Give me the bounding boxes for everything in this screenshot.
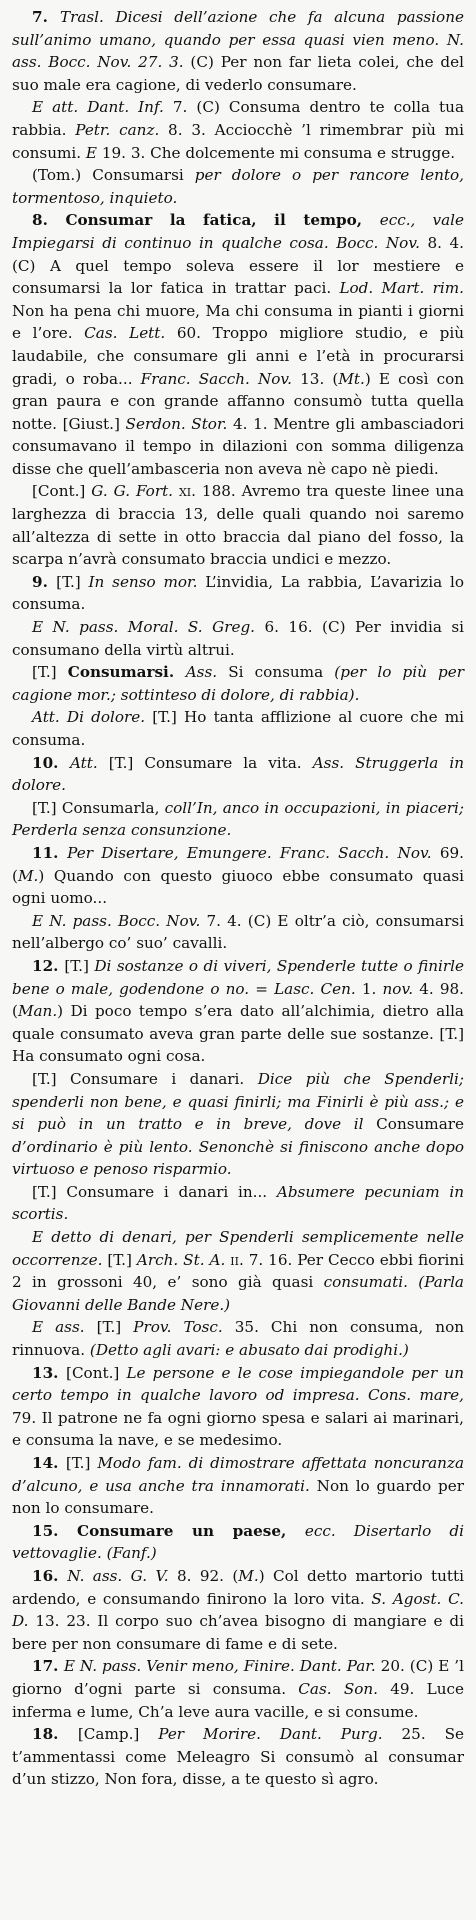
entry-text: Att.: [69, 753, 98, 772]
entry-text: ) Di poco tempo s’era dato all’alchimia, dietro alla quale consumato aveva gran parte delle sue sostanze. [T.] Ha consumato ogni cosa.: [12, 1002, 464, 1066]
entry-text: Di sostanze o di viveri, Spenderle tutte o finirle bene o male, godendone o no. = Lasc. Cen.: [12, 956, 465, 998]
entry-paragraph: [12, 209, 464, 480]
entry-text: Consumare: [363, 1115, 465, 1134]
entry-text: Franc. Sacch. Nov.: [140, 369, 293, 388]
entry-paragraph: [12, 1226, 464, 1316]
entry-text: Ass. Struggerla in dolore.: [12, 753, 464, 795]
entry-text: E N. pass. Venir meno, Finire. Dant. Par.: [63, 1657, 376, 1676]
entry-text: Ass.: [185, 663, 218, 682]
entry-text: Absumere pecuniam in scortis.: [12, 1182, 464, 1224]
entry-text: nov.: [382, 979, 414, 998]
entry-paragraph: [12, 96, 464, 164]
entry-text: 49. Luce inferma e lume, Ch’a leve aura vacille, e si consume.: [12, 1679, 464, 1721]
entry-text: M.: [238, 1566, 259, 1585]
entry-paragraph: [12, 910, 464, 955]
entry-text: Le persone e le cose impiegandole per un certo tempo in qualche lavoro od impresa. Cons. mare,: [12, 1363, 464, 1405]
entry-text: [T.]: [84, 1318, 134, 1337]
entry-text: N. ass. G. V.: [67, 1566, 169, 1585]
entry-text: 15. Consumare un paese,: [32, 1521, 305, 1540]
entry-text: 4. 98. (: [12, 979, 464, 1021]
entry-paragraph: [12, 571, 464, 616]
entry-paragraph: [12, 1655, 464, 1723]
entry-text: G. G. Fort.: [91, 482, 174, 501]
entry-text: 35. Chi non consuma, non rinnuova.: [12, 1318, 464, 1360]
entry-text: Modo fam. di dimostrare affettata noncuranza d’alcuno, e usa anche tra innamorati.: [12, 1454, 465, 1495]
entry-text: (per lo più per cagione mor.; sottinteso di dolore, di rabbia).: [12, 663, 464, 704]
entry-text: [T.]: [102, 1250, 137, 1269]
entry-text: E: [85, 143, 98, 162]
entry-text: Si consuma: [217, 663, 335, 682]
entry-paragraph: [12, 1181, 464, 1226]
entry-text: 69. (: [12, 843, 465, 885]
entry-paragraph: [12, 1068, 464, 1181]
entry-text: 19. 3. Che dolcemente mi consuma e strugge.: [97, 143, 456, 162]
sense-number: 9.: [32, 572, 57, 591]
entry-text: [T.] Ho tanta afflizione al cuore che mi consuma.: [12, 708, 465, 749]
sense-number: 7.: [32, 8, 60, 26]
sense-number: 13.: [32, 1363, 67, 1382]
entry-text: 20. (C) E ’l giorno d’ogni parte si consuma.: [12, 1657, 464, 1698]
entry-paragraph: [12, 661, 464, 706]
sense-number: 18.: [32, 1725, 78, 1744]
entry-text: 79. Il patrone ne fa ogni giorno spesa e salari ai marinari, e consuma la nave, e se medesimo.: [12, 1408, 464, 1450]
entry-text: Cas. Son.: [298, 1679, 378, 1698]
entry-paragraph: [12, 1362, 464, 1452]
entry-paragraph: [12, 6, 464, 96]
entry-paragraph: [12, 1520, 464, 1565]
entry-text: E N. pass. Bocc. Nov.: [32, 911, 201, 930]
entry-text: 13. (: [292, 369, 339, 388]
entry-text: ) Quando con questo giuoco ebbe consumato quasi ogni uomo...: [12, 866, 464, 908]
entry-text: [Camp.]: [77, 1725, 159, 1744]
entry-text: xi: [178, 482, 192, 501]
entry-text: [Cont.]: [66, 1363, 127, 1382]
entry-text: 8. 3. Acciocchè ’l rimembrar più mi consumi.: [12, 120, 464, 162]
entry-text: consumati. (Parla Giovanni delle Bande Nere.): [12, 1273, 464, 1314]
entry-paragraph: [12, 1723, 464, 1791]
entry-paragraph: [12, 164, 464, 209]
entry-text: Per Disertare, Emungere. Franc. Sacch. Nov.: [67, 843, 432, 862]
sense-number: 17.: [32, 1657, 64, 1676]
entry-text: Non lo guardo per non lo consumare.: [12, 1476, 464, 1518]
entry-text: 60. Troppo migliore studio, e più laudabile, che consumare gli anni e l’età in procurarsi gradi, o roba...: [12, 324, 464, 388]
entry-text: M.: [17, 866, 39, 885]
entry-text: [T.] Consumare la vita.: [97, 753, 313, 772]
entry-text: [T.] Consumarla,: [32, 798, 165, 817]
entry-text: (Detto agli avari: e abusato dai prodighi.): [89, 1341, 409, 1360]
entry-text: (Tom.) Consumarsi: [32, 166, 195, 185]
sense-number: 14.: [32, 1454, 66, 1472]
entry-paragraph: [12, 752, 464, 797]
entry-text: E detto di denari, per Spenderli semplicemente nelle occorrenze.: [12, 1228, 464, 1269]
entry-text: Mt.: [338, 369, 365, 388]
entry-text: ecc., vale Impiegarsi di continuo in qualche cosa. Bocc. Nov.: [12, 211, 464, 252]
entry-text: Man.: [17, 1002, 58, 1021]
sense-number: 11.: [32, 843, 68, 862]
entry-text: E ass.: [32, 1318, 85, 1337]
sense-number: 16.: [32, 1566, 68, 1585]
entry-text: E N. pass. Moral. S. Greg.: [32, 618, 256, 637]
entry-text: [T.]: [32, 663, 68, 682]
entry-text: (C) Per non far lieta colei, che del suo male era cagione, di vederlo consumare.: [12, 53, 465, 94]
entry-text: 4. 1. Mentre gli ambasciadori consumavano il tempo in dilazioni con somma diligenza disse che quell’ambasceria non aveva nè capo nè piedi.: [12, 414, 465, 478]
entry-paragraph: [12, 616, 464, 661]
entry-text: Trasl. Dicesi dell’azione che fa alcuna passione sull’animo umano, quando per essa quasi vien meno. N. ass. Bocc. Nov. 27. 3.: [12, 8, 464, 72]
entry-text: 7. (C) Consuma dentro te colla tua rabbia.: [12, 98, 464, 139]
entry-text: ) E così con gran paura e con grande affanno consumò tutta quella notte. [Giust.]: [12, 369, 465, 433]
entry-text: 1.: [355, 979, 383, 998]
entry-text: Petr. canz.: [75, 120, 160, 139]
entry-text: Consumarsi.: [67, 663, 186, 682]
entry-text: [T.]: [65, 1454, 98, 1472]
entry-text: 25. Se t’ammentassi come Meleagro Si consumò al consumar d’un stizzo, Non fora, disse, a te questo sì agro.: [12, 1725, 465, 1789]
entry-text: [T.] Consumare i danari.: [32, 1069, 258, 1088]
entry-text: [T.]: [64, 956, 95, 975]
entry-text: ii: [230, 1250, 239, 1269]
entry-paragraph: [12, 1452, 464, 1520]
entry-paragraph: [12, 1316, 464, 1361]
entry-text: Cas. Lett.: [84, 324, 166, 343]
entry-text: ecc. Disertarlo di vettovaglie. (Fanf.): [12, 1521, 464, 1563]
entry-paragraph: [12, 706, 464, 751]
entry-text: Arch. St. A.: [136, 1250, 226, 1269]
sense-number: 10.: [32, 753, 70, 772]
entry-text: Per Morire. Dant. Purg.: [158, 1725, 383, 1744]
entry-text: coll’In, anco in occupazioni, in piaceri; Perderla senza consunzione.: [12, 798, 465, 840]
entry-text: S. Agost. C. D.: [12, 1589, 464, 1631]
entry-text: [T.]: [56, 572, 89, 591]
entry-text: 8. Consumar la fatica, il tempo,: [32, 211, 380, 230]
entry-text: In senso mor.: [88, 572, 198, 591]
entry-paragraph: [12, 480, 464, 570]
entry-paragraph: [12, 955, 464, 1068]
entry-text: L’invidia, La rabbia, L’avarizia lo consuma.: [12, 572, 464, 614]
entry-text: 7. 4. (C) E oltr’a ciò, consumarsi nell’albergo co’ suo’ cavalli.: [12, 911, 464, 953]
sense-number: 12.: [32, 956, 65, 975]
entry-text: d’ordinario è più lento. Senonchè si finiscono anche dopo virtuoso e penoso risparmio.: [12, 1137, 464, 1179]
entry-paragraph: [12, 797, 464, 842]
entry-paragraph: [12, 842, 464, 910]
entry-text: . 7. 16. Per Cecco ebbi fiorini 2 in grossoni 40, e’ sono già quasi: [12, 1250, 464, 1292]
entry-text: . 188. Avremo tra queste linee una larghezza di braccia 13, delle quali quando noi saremo all’altezza di sette in otto braccia dal piano del fosso, la scarpa n’avrà consumato braccia undici e mezzo.: [12, 482, 464, 569]
entry-text: ) Col detto martorio tutti ardendo, e consumando finirono la loro vita.: [12, 1566, 464, 1608]
entry-text: 13. 23. Il corpo suo ch’avea bisogno di mangiare e di bere per non consumare di fame e di sete.: [12, 1612, 464, 1653]
entry-text: Att. Di dolore.: [32, 708, 146, 727]
entry-text: Dice più che Spenderli; spenderli non bene, e quasi finirli; ma Finirli è più ass.; e si può in un tratto e in breve, dove il: [12, 1069, 464, 1134]
entry-text: Prov. Tosc.: [133, 1318, 223, 1337]
entry-text: Non ha pena chi muore, Ma chi consuma in pianti i giorni e l’ore.: [12, 301, 464, 343]
entry-paragraph: [12, 1565, 464, 1655]
entry-text: [Cont.]: [32, 482, 92, 501]
entry-text: 8. 92. (: [168, 1566, 239, 1585]
entry-text: E att. Dant. Inf.: [32, 98, 164, 117]
entry-text: [T.] Consumare i danari in...: [32, 1182, 277, 1201]
entry-text: Serdon. Stor.: [125, 414, 228, 433]
entry-text: 6. 16. (C) Per invidia si consumano della virtù altrui.: [12, 618, 464, 659]
entry-text: Lod. Mart. rim.: [339, 279, 464, 298]
entry-text: per dolore o per rancore lento, tormentoso, inquieto.: [12, 166, 464, 207]
dictionary-entry-consumare: [12, 6, 464, 1791]
entry-text: 8. 4. (C) A quel tempo soleva essere il lor mestiere e consumarsi la lor fatica in trattar paci.: [12, 233, 464, 298]
